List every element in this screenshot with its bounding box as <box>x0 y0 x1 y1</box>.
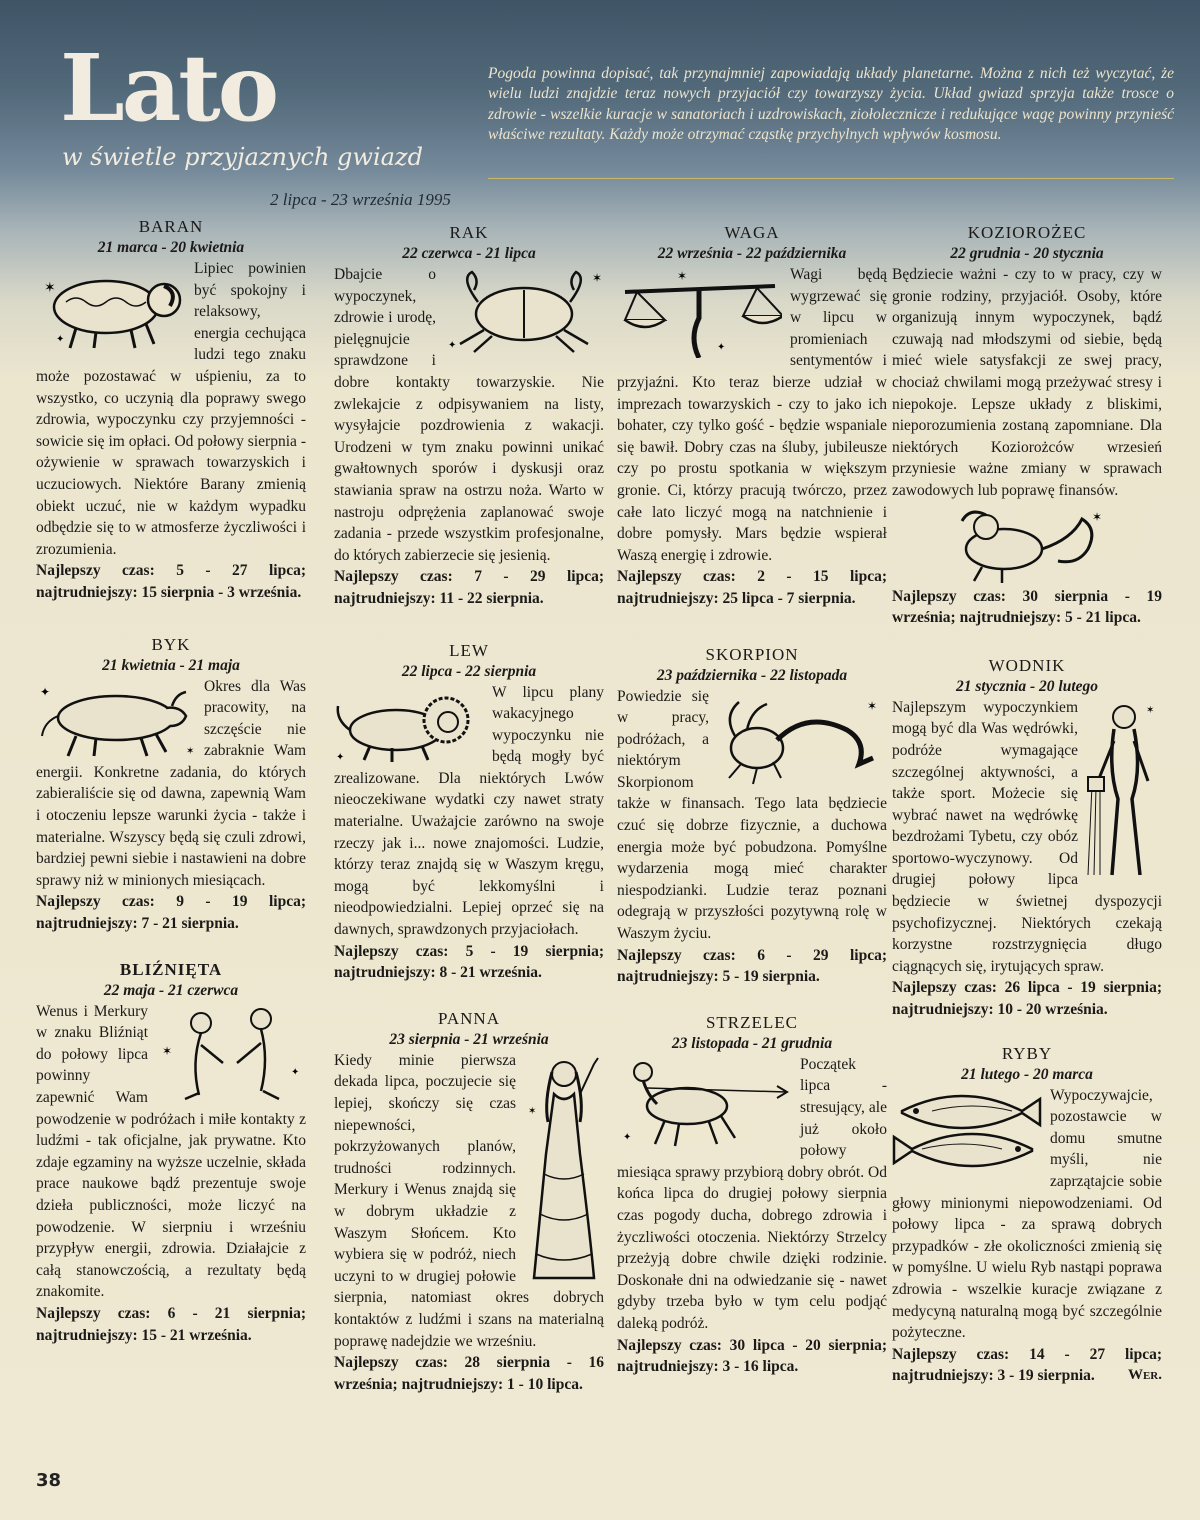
svg-text:✦: ✦ <box>336 751 345 763</box>
virgin-icon <box>524 1054 604 1284</box>
bull-icon <box>36 680 196 760</box>
page-number: 38 <box>36 1470 62 1491</box>
scorpion-icon <box>717 690 887 786</box>
svg-text:✶: ✶ <box>186 745 195 757</box>
sign-koziorozec <box>892 222 1162 629</box>
svg-text:✶: ✶ <box>1146 704 1155 716</box>
lion-icon <box>334 686 484 766</box>
svg-text:✶: ✶ <box>592 271 603 285</box>
sign-text: Wagi będą wygrzewać się w lipcu w promieniach sentymentów i przyjaźni. Kto teraz bierze udział w imprezach towarzyskich - czy to jako ich bohater, czy tylko gość - będzie wspaniale się bawił. Dobry czas na śluby, jubileusze czy po prostu spotkania w większym gronie. Ci, którzy pracują twórczo, przez całe lato liczyć mogą na natchnienie i dobre pomysły. Mars będzie wspierał Waszą energię i zdrowie. <box>617 266 887 564</box>
sign-name: BYK <box>151 634 191 654</box>
sign-text: W lipcu plany wakacyjnego wypoczynku nie będą mogły być zrealizowane. Dla niektórych Lwów nieoczekiwane wydatki czy nawet straty materialne. Uważajcie zarówno na swoje rzeczy jak i... nowe znajomości. Ludzie, którzy teraz znajdą się w Waszym kręgu, mogą być lekkomyślni i nieodpowiedzialni. Lepiej oprzeć się na dawnych, sprawdzonych przyjaciołach. <box>334 683 604 939</box>
svg-text:✦: ✦ <box>56 334 65 345</box>
sign-text: Najlepszym wypoczynkiem mogą być dla Was wędrówki, podróże wymagające szczególnej aktywności, a także sport. Możecie się wybrać nawet na wędrówkę bezdrożami Tybetu, czy obóz sportowo-wyczynowy. Od drugiej połowy lipca będziecie w świetnej dyspozycji psychofizycznej. Niektórych czekają korzystne rozstrzygnięcia długo ciągnących się, irytujących spraw. <box>892 698 1162 975</box>
sign-rak <box>334 222 604 610</box>
sign-text: Powiedzie się w pracy, podróżach, a niektórym Skorpionom także w finansach. Tego lata będziecie czuć się dobrze fizycznie, a duchowa energia może być pobudzona. Pomyślne wydarzenia mogą mieć charakter niespodzianki. Ludzie teraz poznani odegrają w przyszłości pozytywną rolę w Waszym życiu. <box>617 687 887 943</box>
sign-dates: 21 stycznia - 20 lutego <box>955 677 1099 695</box>
sign-best-times: Najlepszy czas: 6 - 29 lipca; najtrudniejszy: 5 - 19 sierpnia. <box>617 946 887 986</box>
sign-lew <box>334 640 604 984</box>
sign-text: Początek lipca - stresujący, ale już około połowy miesiąca sprawy przybiorą dobry obrót. Od końca lipca do drugiej połowy sierpnia czas pogody ducha, dobrego zdrowia i życzliwości otoczenia. Niektórzy Strzelcy przeżyją dobre chwile dzięki rodzinie. Doskonałe dni na odwiedzanie się - nawet gdyby trzeba było w tym celu podjąć daleką podróż. <box>617 1055 887 1332</box>
sign-name: KOZIOROŻEC <box>967 223 1087 242</box>
sign-baran <box>36 216 306 604</box>
svg-text:✶: ✶ <box>867 698 878 713</box>
sign-name: BLIŹNIĘTA <box>119 959 223 979</box>
svg-text:✶: ✶ <box>44 281 56 296</box>
intro-paragraph: Pogoda powinna dopisać, tak przynajmniej zapowiadają układy planetarne. Można z nich też wyczytać, że wielu ludzi znajdzie teraz nowych przyjaciół czy towarzyszy życia. Układ gwiazd sprzyja także trosce o zdrowie - wszelkie kuracje w sanatoriach i uzdrowiskach, ziołolecznicze i redukujące wagę powinny przynieść właściwe rezultaty. Każdy może otrzymać cząstkę przychylnych wpływów kosmosu. <box>488 65 1174 144</box>
sign-blizniata <box>36 959 306 1347</box>
header-rule <box>488 178 1174 179</box>
sign-dates: 21 lutego - 20 marca <box>961 1065 1093 1083</box>
sign-text: Lipiec powinien być spokojny i relaksowy, energia cechująca ludzi tego znaku może pozostawać w uśpieniu, za to wszystko, co uczynią dla poprawy swego zdrowia, wypoczynku czy przyjemności - sowicie się im opłaci. Od połowy sierpnia - ożywienie w sprawach towarzyskich i uczuciowych. Niektóre Barany zmienią obiekt uczuć, nie w każdym wypadku odbędzie się to w atmosferze życzliwości i zrozumienia. <box>36 260 306 558</box>
sign-name: BARAN <box>138 217 204 236</box>
sign-dates: 22 lipca - 22 sierpnia <box>401 662 537 680</box>
scales-icon <box>617 268 782 358</box>
archer-icon <box>617 1058 792 1148</box>
column-4 <box>892 222 1162 1401</box>
sign-best-times: Najlepszy czas: 5 - 27 lipca; najtrudniejszy: 15 sierpnia - 3 września. <box>36 562 306 601</box>
fish-icon <box>892 1089 1042 1173</box>
svg-text:✦: ✦ <box>40 684 51 699</box>
sign-best-times: Najlepszy czas: 7 - 29 lipca; najtrudniejszy: 11 - 22 sierpnia. <box>334 568 604 607</box>
column-3 <box>617 222 887 1392</box>
sign-ryby <box>892 1043 1162 1387</box>
twins-icon <box>156 1005 306 1105</box>
sign-best-times <box>892 1344 1162 1387</box>
sign-text: Wypoczywajcie, pozostawcie w domu smutne myśli, nie zaprzątajcie sobie głowy minionymi niepowodzeniami. Od połowy lipca - za sprawą dobrych przypadków - złe okoliczności zmienią się w pomyślne. U wielu Ryb nastąpi poprawa zdrowia - wszelkie kuracje związane z medycyną naturalną mogą być szczególnie pożyteczne. <box>892 1086 1162 1342</box>
svg-text:✶: ✶ <box>162 1043 173 1058</box>
sign-best-text: Najlepszy czas: 14 - 27 lipca; najtrudniejszy: 3 - 19 sierpnia. <box>892 1345 1162 1385</box>
sign-best-times: Najlepszy czas: 2 - 15 lipca; najtrudniejszy: 25 lipca - 7 sierpnia. <box>617 568 887 607</box>
sign-best-times: Najlepszy czas: 6 - 21 sierpnia; najtrudniejszy: 15 - 21 września. <box>36 1304 306 1344</box>
sign-dates: 23 października - 22 listopada <box>656 666 848 684</box>
sign-dates: 22 września - 22 października <box>657 245 847 262</box>
svg-text:✶: ✶ <box>1092 509 1103 524</box>
sign-text: Będziecie ważni - czy to w pracy, czy w gronie rodziny, przyjaciół. Osoby, które organizują innym wypoczynek, bądź czuwają nad młodszymi od siebie, będą mieć wiele satysfakcji ze swej pracy, chociaż chwilami mogą przeżywać stresy i niepokoje. Lepsze układy z bliskimi, nieporozumienia zostaną zapomniane. Dla niektórych Koziorożców wrzesień przyniesie ważne zmiany w sprawach zawodowych lub poprawę finansów. <box>892 266 1162 499</box>
sign-name: RAK <box>449 223 489 242</box>
sign-panna <box>334 1008 604 1396</box>
sign-best-times: Najlepszy czas: 30 sierpnia - 19 września; najtrudniejszy: 5 - 21 lipca. <box>892 587 1162 627</box>
period-dates: 2 lipca - 23 września 1995 <box>270 190 451 209</box>
sign-dates: 21 marca - 20 kwietnia <box>97 239 245 256</box>
sign-name: STRZELEC <box>705 1012 799 1032</box>
sign-name: PANNA <box>437 1008 500 1028</box>
page-title: Lato <box>60 34 277 142</box>
sign-strzelec <box>617 1012 887 1378</box>
sign-dates: 21 kwietnia - 21 maja <box>102 656 240 674</box>
svg-text:✦: ✦ <box>717 342 726 353</box>
svg-text:✶: ✶ <box>528 1105 537 1117</box>
sign-best-times: Najlepszy czas: 26 lipca - 19 sierpnia; najtrudniejszy: 10 - 20 września. <box>892 979 1162 1019</box>
svg-text:✦: ✦ <box>291 1066 300 1078</box>
sign-dates: 22 czerwca - 21 lipca <box>402 245 536 262</box>
sign-name: RYBY <box>1001 1043 1053 1063</box>
column-1 <box>36 216 306 1360</box>
sign-name: WODNIK <box>988 655 1066 675</box>
crab-icon <box>444 268 604 354</box>
sign-name: SKORPION <box>705 644 799 664</box>
sign-waga <box>617 222 887 610</box>
sign-best-times: Najlepszy czas: 9 - 19 lipca; najtrudniejszy: 7 - 21 sierpnia. <box>36 893 306 933</box>
water-bearer-icon <box>1086 701 1162 881</box>
page-subtitle: w świetle przyjaznych gwiazd <box>62 143 423 171</box>
sign-name: LEW <box>449 640 489 660</box>
sign-dates: 22 maja - 21 czerwca <box>103 981 239 999</box>
sign-dates: 22 grudnia - 20 stycznia <box>950 245 1104 262</box>
svg-text:✶: ✶ <box>677 269 688 283</box>
sign-name: WAGA <box>724 223 780 242</box>
ram-icon <box>36 262 186 352</box>
sign-text: Dbajcie o wypoczynek, zdrowie i urodę, pielęgnujcie sprawdzone i dobre kontakty towarzyskie. Nie zwlekajcie z odpisywaniem na listy, wysyłajcie pozdrowienia z wakacji. Urodzeni w tym znaku powinni unikać gwałtownych sporów i dyskusji oraz stawiania spraw na ostrzu noża. Warto w nastroju odprężenia zaplanować swoje zadania - przede wszystkim profesjonalne, do których zabierzecie się jesienią. <box>334 266 604 564</box>
sign-best-times: Najlepszy czas: 28 sierpnia - 16 września; najtrudniejszy: 1 - 10 lipca. <box>334 1354 604 1393</box>
sign-best-times: Najlepszy czas: 30 lipca - 20 sierpnia; najtrudniejszy: 3 - 16 lipca. <box>617 1336 887 1376</box>
column-2 <box>334 222 604 1409</box>
sign-best-times: Najlepszy czas: 5 - 19 sierpnia; najtrudniejszy: 8 - 21 września. <box>334 942 604 982</box>
sign-byk <box>36 634 306 935</box>
sign-skorpion <box>617 644 887 988</box>
sign-text: Kiedy minie pierwsza dekada lipca, poczujecie się lepiej, skończy się czas niepewności, pokrzyżowanych planów, trudności rodzinnych. Merkury i Wenus znajdą się w dobrym układzie z Waszym Słońcem. Kto wybiera się w podróż, niech uczyni to w drugiej połowie sierpnia, natomiast okres dobrych kontaktów z ludźmi i szans na materialną poprawę nadejdzie we wrześniu. <box>334 1051 604 1350</box>
sign-text: Wenus i Merkury w znaku Bliźniąt do połowy lipca powinny zapewnić Wam powodzenie w podróżach i miłe kontakty z ludźmi - tak oficjalne, jak prywatne. Kto zdaje egzaminy na wyższe uczelnie, składa prace naukowe bądź prezentuje swoje dzieła publiczności, może liczyć na powodzenie. W sierpniu i wrześniu przypływ energii, zdrowia. Działajcie z całą stanowczością, a rezultaty będą znakomite. <box>36 1002 306 1301</box>
author-initials: Wer. <box>1127 1367 1162 1384</box>
goat-icon <box>942 505 1112 583</box>
svg-text:✦: ✦ <box>623 1131 632 1143</box>
sign-dates: 23 listopada - 21 grudnia <box>671 1034 833 1052</box>
sign-text: Okres dla Was pracowity, na szczęście nie zabraknie Wam energii. Konkretne zadania, do których zabieraliście się od dawna, zapewnią Wam i otoczeniu lepsze warunki życia - także i materialne. Wszyscy będą się czuli zdrowi, bardziej pewni siebie i nastawieni na dobre sprawy niż w minionych miesiącach. <box>36 677 306 889</box>
svg-text:✦: ✦ <box>448 340 457 351</box>
sign-wodnik <box>892 655 1162 1021</box>
sign-dates: 23 sierpnia - 21 września <box>389 1030 549 1048</box>
